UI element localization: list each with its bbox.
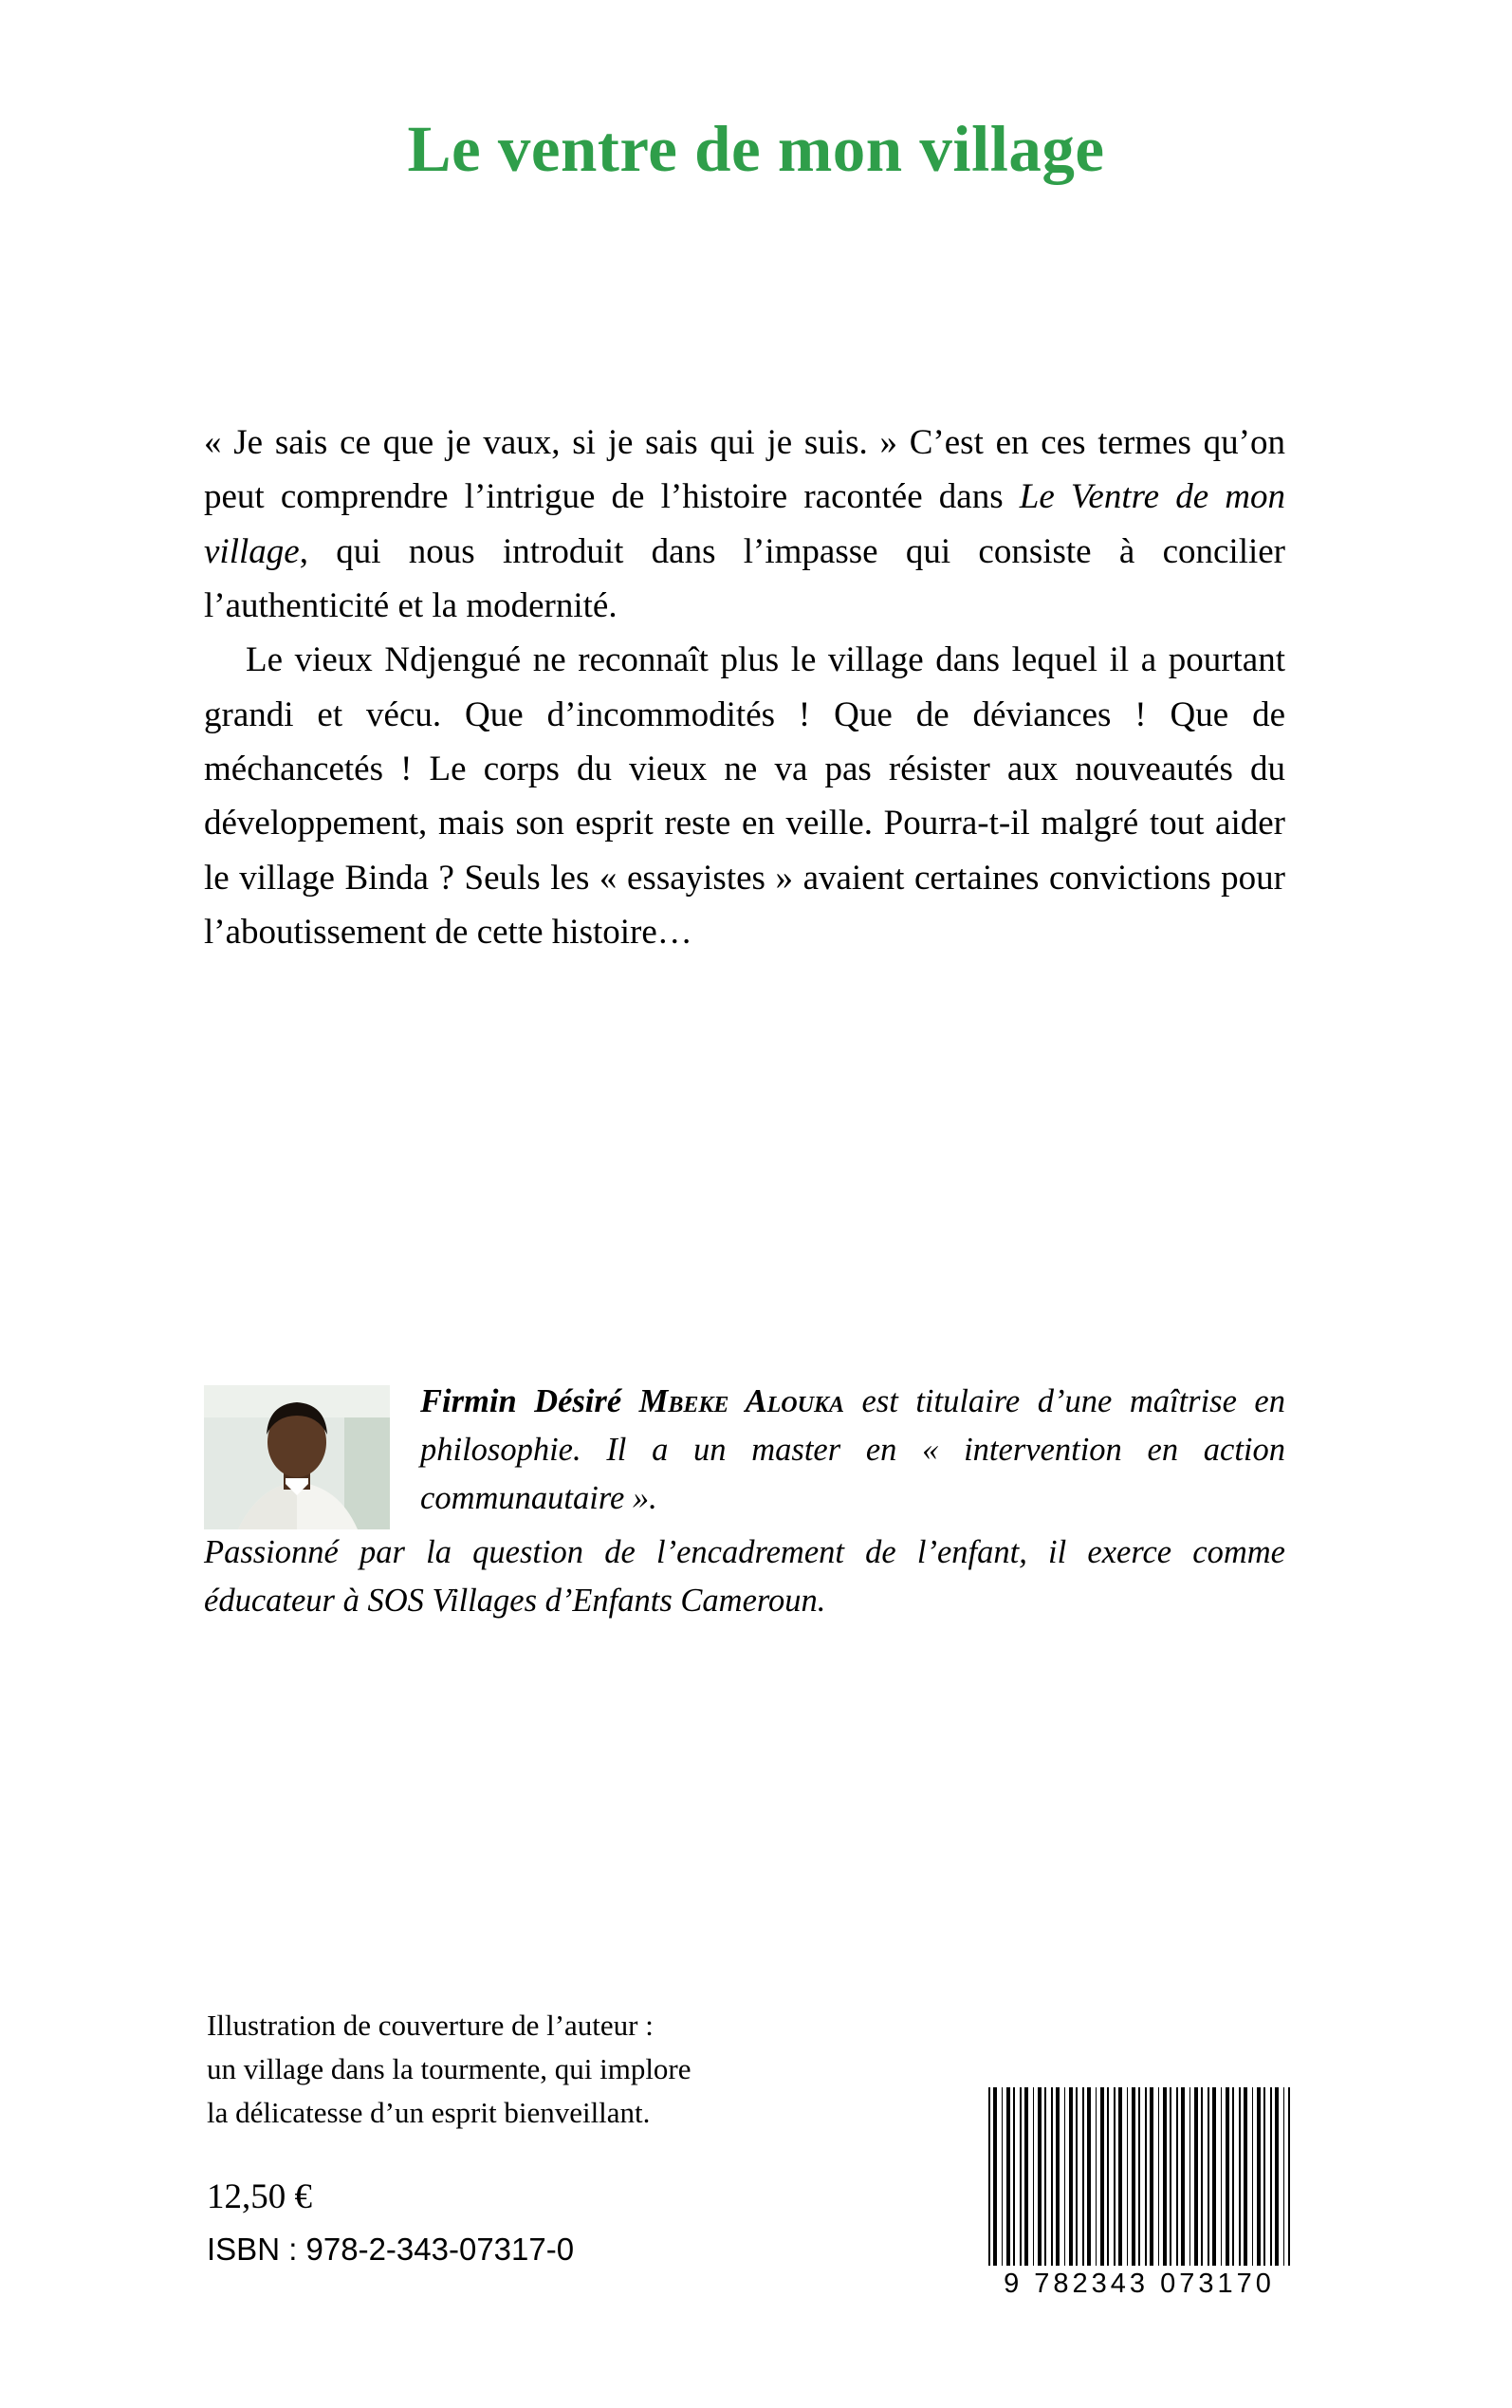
isbn: ISBN : 978-2-343-07317-0 xyxy=(207,2232,575,2267)
barcode-digits: 9 782343 073170 xyxy=(1004,2269,1275,2299)
bio-paragraph-2: Passionné par la question de l’encadrement de l’enfant, il exerce comme éducateur à SOS Villages d’Enfants Cameroun. xyxy=(204,1534,1285,1620)
author-photo xyxy=(204,1385,390,1529)
bio-paragraph-1 xyxy=(420,1378,1285,1523)
synopsis xyxy=(204,416,1285,959)
illustration-note-line-1: Illustration de couverture de l’auteur : xyxy=(207,2009,654,2042)
synopsis-paragraph-1 xyxy=(204,416,1285,633)
price: 12,50 € xyxy=(207,2177,312,2216)
author-name xyxy=(420,1383,844,1419)
barcode-bars xyxy=(988,2087,1290,2266)
author-last-name: Mbeke Alouka xyxy=(638,1383,844,1419)
book-title-reference: Le Ventre de mon village xyxy=(204,477,1285,571)
synopsis-paragraph-2: Le vieux Ndjengué ne reconnaît plus le village dans lequel il a pourtant grandi et vécu. Que d’incommodités ! Que de déviances ! Que de méchancetés ! Le corps du vieux ne va pas résister aux nouveautés du développement, mais son esprit reste en veille. Pourra-t-il malgré tout aider le village Binda ? Seuls les « essayistes » avaient certaines convictions pour l’aboutissement de cette histoire… xyxy=(204,640,1285,953)
synopsis-text-after: , qui nous introduit dans l’impasse qui consiste à concilier l’authenticité et la modernité. xyxy=(204,531,1285,626)
author-bio xyxy=(204,1378,1285,1625)
barcode xyxy=(988,2087,1290,2300)
illustration-note xyxy=(207,2004,691,2135)
illustration-note-line-2: un village dans la tourmente, qui implore xyxy=(207,2051,691,2085)
synopsis-text-before: « Je sais ce que je vaux, si je sais qui je suis. » C’est en ces termes qu’on peut comprendre l’intrigue de l’histoire racontée dans xyxy=(204,423,1285,517)
bio-text-1: est titulaire d’une maîtrise en philosophie. Il a un master en « intervention en action communautaire ». xyxy=(420,1383,1285,1517)
illustration-note-line-3: la délicatesse d’un esprit bienveillant. xyxy=(207,2095,651,2129)
author-first-name: Firmin Désiré xyxy=(420,1383,639,1419)
book-title: Le ventre de mon village xyxy=(407,113,1105,185)
